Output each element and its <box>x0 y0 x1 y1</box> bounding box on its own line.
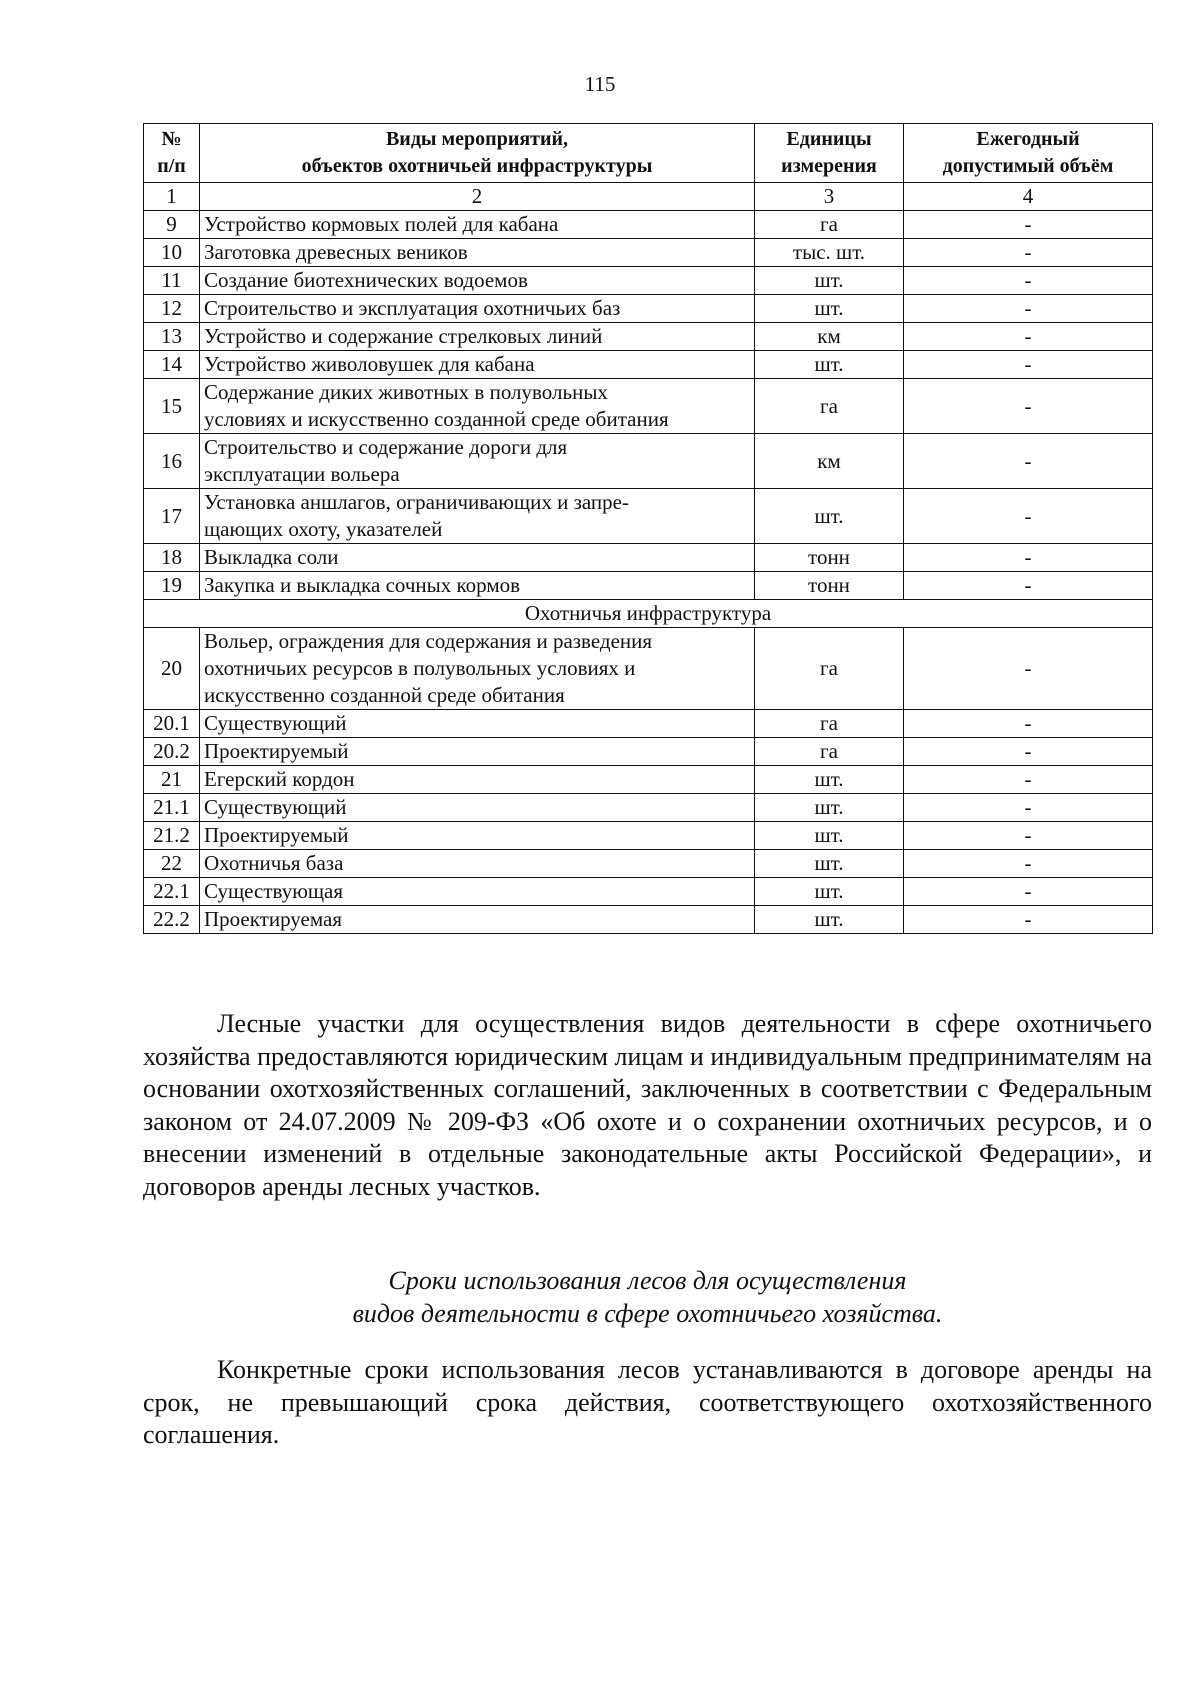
table-row <box>144 878 1153 906</box>
row-unit: шт. <box>755 351 904 379</box>
row-number: 12 <box>144 295 200 323</box>
row-volume: - <box>904 295 1153 323</box>
row-unit: шт. <box>755 878 904 906</box>
row-unit: шт. <box>755 489 904 544</box>
row-volume: - <box>904 434 1153 489</box>
row-unit: тонн <box>755 572 904 600</box>
table-row <box>144 544 1153 572</box>
row-name <box>200 295 755 323</box>
row-name <box>200 822 755 850</box>
paragraph-forest-plots: Лесные участки для осуществления видов деятельности в сфере охотничьего хозяйства предоставляются юридическим лицам и индивидуальным предпринимателям на основании охотхозяйственных соглашений, заключенных в соответствии с Федеральным законом от 24.07.2009 № 209-ФЗ «Об охоте и о сохранении охотничьих ресурсов, и о внесении изменений в отдельные законодательные акты Российской Федерации», и договоров аренды лесных участков. <box>143 1009 1152 1201</box>
row-number: 10 <box>144 239 200 267</box>
row-number: 11 <box>144 267 200 295</box>
row-number: 13 <box>144 323 200 351</box>
header-name <box>200 124 755 183</box>
row-name-line: Закупка и выкладка сочных кормов <box>204 573 521 597</box>
column-number-row <box>144 183 1153 211</box>
row-unit: га <box>755 379 904 434</box>
row-unit: шт. <box>755 822 904 850</box>
table-row <box>144 211 1153 239</box>
table-body-activities <box>144 211 1153 600</box>
row-name-line: Установка аншлагов, ограничивающих и запре- <box>204 490 629 514</box>
section-heading-line: видов деятельности в сфере охотничьего хозяйства. <box>352 1298 943 1328</box>
row-volume: - <box>904 211 1153 239</box>
row-name <box>200 379 755 434</box>
row-name-line: искусственно созданной среде обитания <box>204 683 565 707</box>
row-number: 16 <box>144 434 200 489</box>
row-name <box>200 267 755 295</box>
table-row <box>144 906 1153 934</box>
row-volume: - <box>904 906 1153 934</box>
infrastructure-table <box>143 123 1153 934</box>
row-name-line: Проектируемый <box>204 739 349 763</box>
table-row <box>144 628 1153 710</box>
row-name <box>200 351 755 379</box>
row-name <box>200 738 755 766</box>
row-volume: - <box>904 766 1153 794</box>
table-row <box>144 850 1153 878</box>
column-number: 2 <box>200 183 755 211</box>
row-volume: - <box>904 489 1153 544</box>
row-volume: - <box>904 850 1153 878</box>
paragraph-lease-terms: Конкретные сроки использования лесов устанавливаются в договоре аренды на срок, не превышающий срока действия, соответствующего охотхозяйственного соглашения. <box>143 1355 1152 1449</box>
row-name-line: Существующий <box>204 711 347 735</box>
header-unit <box>755 124 904 183</box>
row-number: 9 <box>144 211 200 239</box>
table-row <box>144 794 1153 822</box>
row-number: 22 <box>144 850 200 878</box>
row-number: 21.2 <box>144 822 200 850</box>
row-unit: шт. <box>755 906 904 934</box>
row-name-line: щающих охоту, указателей <box>204 517 443 541</box>
row-name <box>200 850 755 878</box>
row-unit: км <box>755 323 904 351</box>
row-unit: шт. <box>755 267 904 295</box>
row-name <box>200 878 755 906</box>
table-body-infrastructure <box>144 628 1153 934</box>
row-volume: - <box>904 267 1153 295</box>
page-number: 115 <box>584 72 616 96</box>
header-unit-line: измерения <box>781 155 877 177</box>
row-name-line: Существующий <box>204 795 347 819</box>
header-name-line: Виды мероприятий, <box>385 128 569 150</box>
table-row <box>144 239 1153 267</box>
row-name <box>200 906 755 934</box>
table-row <box>144 489 1153 544</box>
row-unit: км <box>755 434 904 489</box>
row-name <box>200 211 755 239</box>
row-name-line: Устройство и содержание стрелковых линий <box>204 324 603 348</box>
table-row <box>144 572 1153 600</box>
row-number: 17 <box>144 489 200 544</box>
row-volume: - <box>904 544 1153 572</box>
row-volume: - <box>904 822 1153 850</box>
row-name-line: Проектируемый <box>204 823 349 847</box>
table-row <box>144 710 1153 738</box>
row-name <box>200 628 755 710</box>
row-name-line: охотничьих ресурсов в полувольных условиях и <box>204 656 636 680</box>
row-number: 20.2 <box>144 738 200 766</box>
row-name <box>200 489 755 544</box>
header-volume-line: допустимый объём <box>942 155 1114 177</box>
row-volume: - <box>904 794 1153 822</box>
row-volume: - <box>904 628 1153 710</box>
header-num-line: п/п <box>157 155 186 177</box>
row-name-line: Заготовка древесных веников <box>204 240 468 264</box>
row-unit: тыс. шт. <box>755 239 904 267</box>
header-num-line: № <box>161 128 182 150</box>
row-unit: га <box>755 211 904 239</box>
row-number: 21.1 <box>144 794 200 822</box>
table-row <box>144 766 1153 794</box>
row-name-line: Создание биотехнических водоемов <box>204 268 528 292</box>
header-num <box>144 124 200 183</box>
row-unit: шт. <box>755 295 904 323</box>
row-number: 21 <box>144 766 200 794</box>
row-name <box>200 766 755 794</box>
row-number: 15 <box>144 379 200 434</box>
row-number: 20.1 <box>144 710 200 738</box>
row-name-line: Строительство и содержание дороги для <box>204 435 568 459</box>
row-name <box>200 572 755 600</box>
row-name <box>200 794 755 822</box>
table-row <box>144 379 1153 434</box>
row-name <box>200 323 755 351</box>
row-number: 14 <box>144 351 200 379</box>
row-unit: га <box>755 628 904 710</box>
column-number: 4 <box>904 183 1153 211</box>
table-section <box>144 600 1153 628</box>
row-volume: - <box>904 351 1153 379</box>
table-row <box>144 351 1153 379</box>
table-row <box>144 295 1153 323</box>
section-row <box>144 600 1153 628</box>
table-row <box>144 738 1153 766</box>
row-number: 22.2 <box>144 906 200 934</box>
row-name-line: Проектируемая <box>204 907 342 931</box>
row-volume: - <box>904 379 1153 434</box>
row-volume: - <box>904 323 1153 351</box>
header-unit-line: Единицы <box>786 128 872 150</box>
row-unit: тонн <box>755 544 904 572</box>
row-name-line: условиях и искусственно созданной среде обитания <box>204 407 669 431</box>
section-heading-line: Сроки использования лесов для осуществления <box>388 1266 907 1295</box>
row-name-line: Выкладка соли <box>204 545 339 569</box>
row-volume: - <box>904 710 1153 738</box>
table-row <box>144 267 1153 295</box>
row-volume: - <box>904 572 1153 600</box>
row-name-line: Вольер, ограждения для содержания и разведения <box>204 629 653 653</box>
column-number: 1 <box>144 183 200 211</box>
row-name-line: Содержание диких животных в полувольных <box>204 380 608 404</box>
row-unit: га <box>755 738 904 766</box>
row-number: 22.1 <box>144 878 200 906</box>
row-unit: га <box>755 710 904 738</box>
table-row <box>144 434 1153 489</box>
row-unit: шт. <box>755 766 904 794</box>
section-label: Охотничья инфраструктура <box>144 600 1153 628</box>
row-number: 18 <box>144 544 200 572</box>
row-name-line: Егерский кордон <box>204 767 355 791</box>
section-heading <box>143 1265 1152 1330</box>
row-name-line: Охотничья база <box>204 851 344 875</box>
row-volume: - <box>904 239 1153 267</box>
row-name <box>200 710 755 738</box>
table-row <box>144 822 1153 850</box>
row-name-line: Строительство и эксплуатация охотничьих баз <box>204 296 621 320</box>
column-number: 3 <box>755 183 904 211</box>
table-row <box>144 323 1153 351</box>
row-name-line: Устройство живоловушек для кабана <box>204 352 535 376</box>
row-name-line: Существующая <box>204 879 344 903</box>
header-volume-line: Ежегодный <box>976 128 1080 150</box>
row-unit: шт. <box>755 794 904 822</box>
row-volume: - <box>904 878 1153 906</box>
row-unit: шт. <box>755 850 904 878</box>
header-name-line: объектов охотничьей инфраструктуры <box>301 155 653 177</box>
row-name <box>200 434 755 489</box>
row-volume: - <box>904 738 1153 766</box>
row-name <box>200 239 755 267</box>
row-name-line: эксплуатации вольера <box>204 462 400 486</box>
row-number: 20 <box>144 628 200 710</box>
row-name-line: Устройство кормовых полей для кабана <box>204 212 559 236</box>
header-volume <box>904 124 1153 183</box>
row-number: 19 <box>144 572 200 600</box>
header-row <box>144 124 1153 183</box>
row-name <box>200 544 755 572</box>
table-header <box>144 124 1153 211</box>
